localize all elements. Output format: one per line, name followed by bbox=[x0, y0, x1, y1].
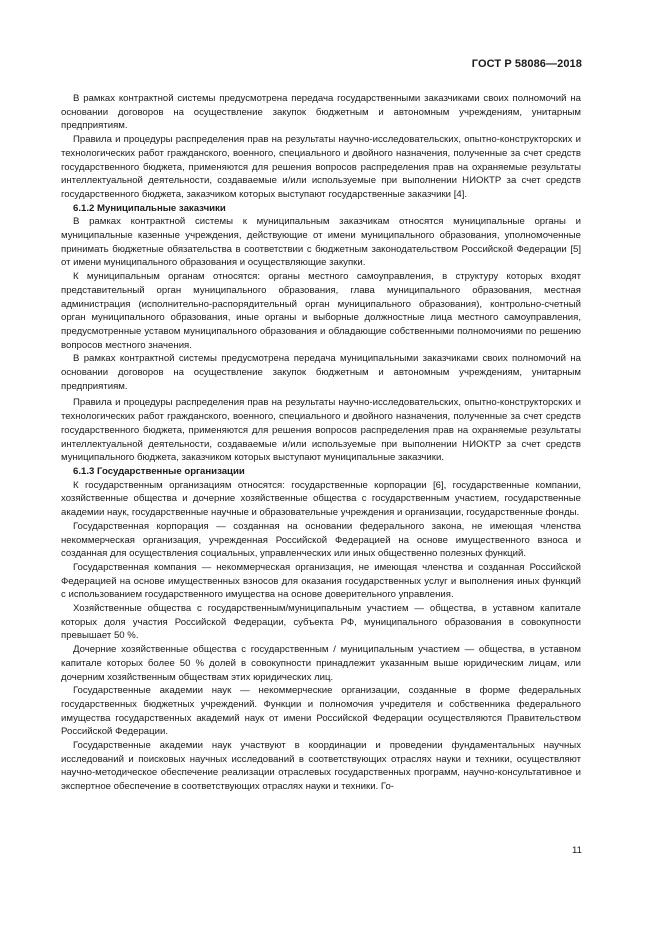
section-heading-state-organizations: 6.1.3 Государственные организации bbox=[73, 465, 245, 477]
paragraph: К муниципальным органам относятся: органы местного самоуправления, в структуру которых входят представительный орган муниципального образования, глава муниципального образования, местная администрация (исполнительно-распорядительный орган муниципального образования), контрольно-счетный орган муниципального образования, иные органы и выборные должностные лица местного самоуправления, предусмотренные уставом муниципального образования и обладающие собственными полномочиями по решению вопросов местного значения. bbox=[61, 271, 581, 351]
paragraph: В рамках контрактной системы к муниципальным заказчикам относятся муниципальные органы и муниципальные казенные учреждения, действующие от имени муниципального образования, уполномоченные принимать бюджетные обязательства в соответствии с бюджетным законодательством Российской Федерации [5] от имени муниципального образования и осуществляющие закупки. bbox=[61, 216, 581, 269]
paragraph: Дочерние хозяйственные общества с государственным / муниципальным участием — общества, в уставном капитале которых более 50 % долей в совокупности принадлежит указанным выше юридическим лицам, или дочерним хозяйственным обществам этих юридических лиц. bbox=[61, 644, 581, 683]
paragraph: Государственные академии наук участвуют в координации и проведении фундаментальных научных исследований и поисковых научных исследований в соответствующих отраслях науки и техники, осуществляют научно-методическое обеспечение реализации отраслевых государственных программ, научно-консультативное и экспертное обеспечение в соответствующих отраслях науки и техники. Го- bbox=[61, 740, 581, 793]
paragraph: Правила и процедуры распределения прав на результаты научно-исследовательских, опытно-конструкторских и технологических работ гражданского, военного, специального и двойного назначения, полученные за счет средств государственного бюджета, применяются для решения вопросов распределения прав на охраняемые результаты интеллектуальной деятельности, создаваемые и/или используемые при выполнении НИОКТР за счет средств государственного бюджета, заказчиком которых выступают государственные заказчики [4]. bbox=[61, 134, 581, 200]
document-body bbox=[61, 92, 581, 794]
paragraph: В рамках контрактной системы предусмотрена передача государственными заказчиками своих полномочий на основании договоров на осуществление закупок бюджетным и автономным учреждениям, унитарным предприятиям. bbox=[61, 93, 581, 132]
paragraph: Государственные академии наук — некоммерческие организации, созданные в форме федеральных государственных бюджетных учреждений. Функции и полномочия учредителя и собственника федерального имущества государственных академий наук от имени Российской Федерации осуществляются Правительством Российской Федерации. bbox=[61, 685, 581, 738]
paragraph: Правила и процедуры распределения прав на результаты научно-исследовательских, опытно-конструкторских и технологических работ гражданского, военного, специального и двойного назначения, полученные за счет средств государственного бюджета, применяются для решения вопросов распределения прав на охраняемые результаты интеллектуальной деятельности, создаваемые и/или используемые при выполнении НИОКТР за счет средств муниципального бюджета, заказчиком которых выступают муниципальные заказчики. bbox=[61, 397, 581, 464]
page-header: ГОСТ Р 58086—2018 bbox=[471, 58, 582, 70]
paragraph: Государственная компания — некоммерческая организация, не имеющая членства и созданная Российской Федерацией на основе имущественных взносов для оказания государственных услуг и выполнения иных функций с использованием государственного имущества на основе доверительного управления. bbox=[61, 561, 581, 601]
paragraph: Государственная корпорация — созданная на основании федерального закона, не имеющая членства некоммерческая организация, учрежденная Российской Федерацией на основе имущественного взноса и созданная для осуществления социальных, управленческих или иных общественно полезных функций. bbox=[61, 520, 581, 560]
section-heading-municipal-customers: 6.1.2 Муниципальные заказчики bbox=[73, 202, 226, 214]
paragraph: Хозяйственные общества с государственным/муниципальным участием — общества, в уставном капитале которых доля участия Российской Федерации, субъекта РФ, муниципального образования в совокупности превышает 50 %. bbox=[61, 603, 581, 642]
page-number: 11 bbox=[572, 845, 582, 856]
paragraph: К государственным организациям относятся: государственные корпорации [6], государственные компании, хозяйственные общества и дочерние хозяйственные общества с государственным участием, государственные академии наук, государственные научные и образовательные учреждения и организации, государственные фонды. bbox=[61, 479, 581, 519]
paragraph: В рамках контрактной системы предусмотрена передача муниципальными заказчиками своих полномочий на основании договоров на осуществление закупок бюджетным и автономным учреждениям, унитарным предприятиям. bbox=[61, 353, 581, 392]
